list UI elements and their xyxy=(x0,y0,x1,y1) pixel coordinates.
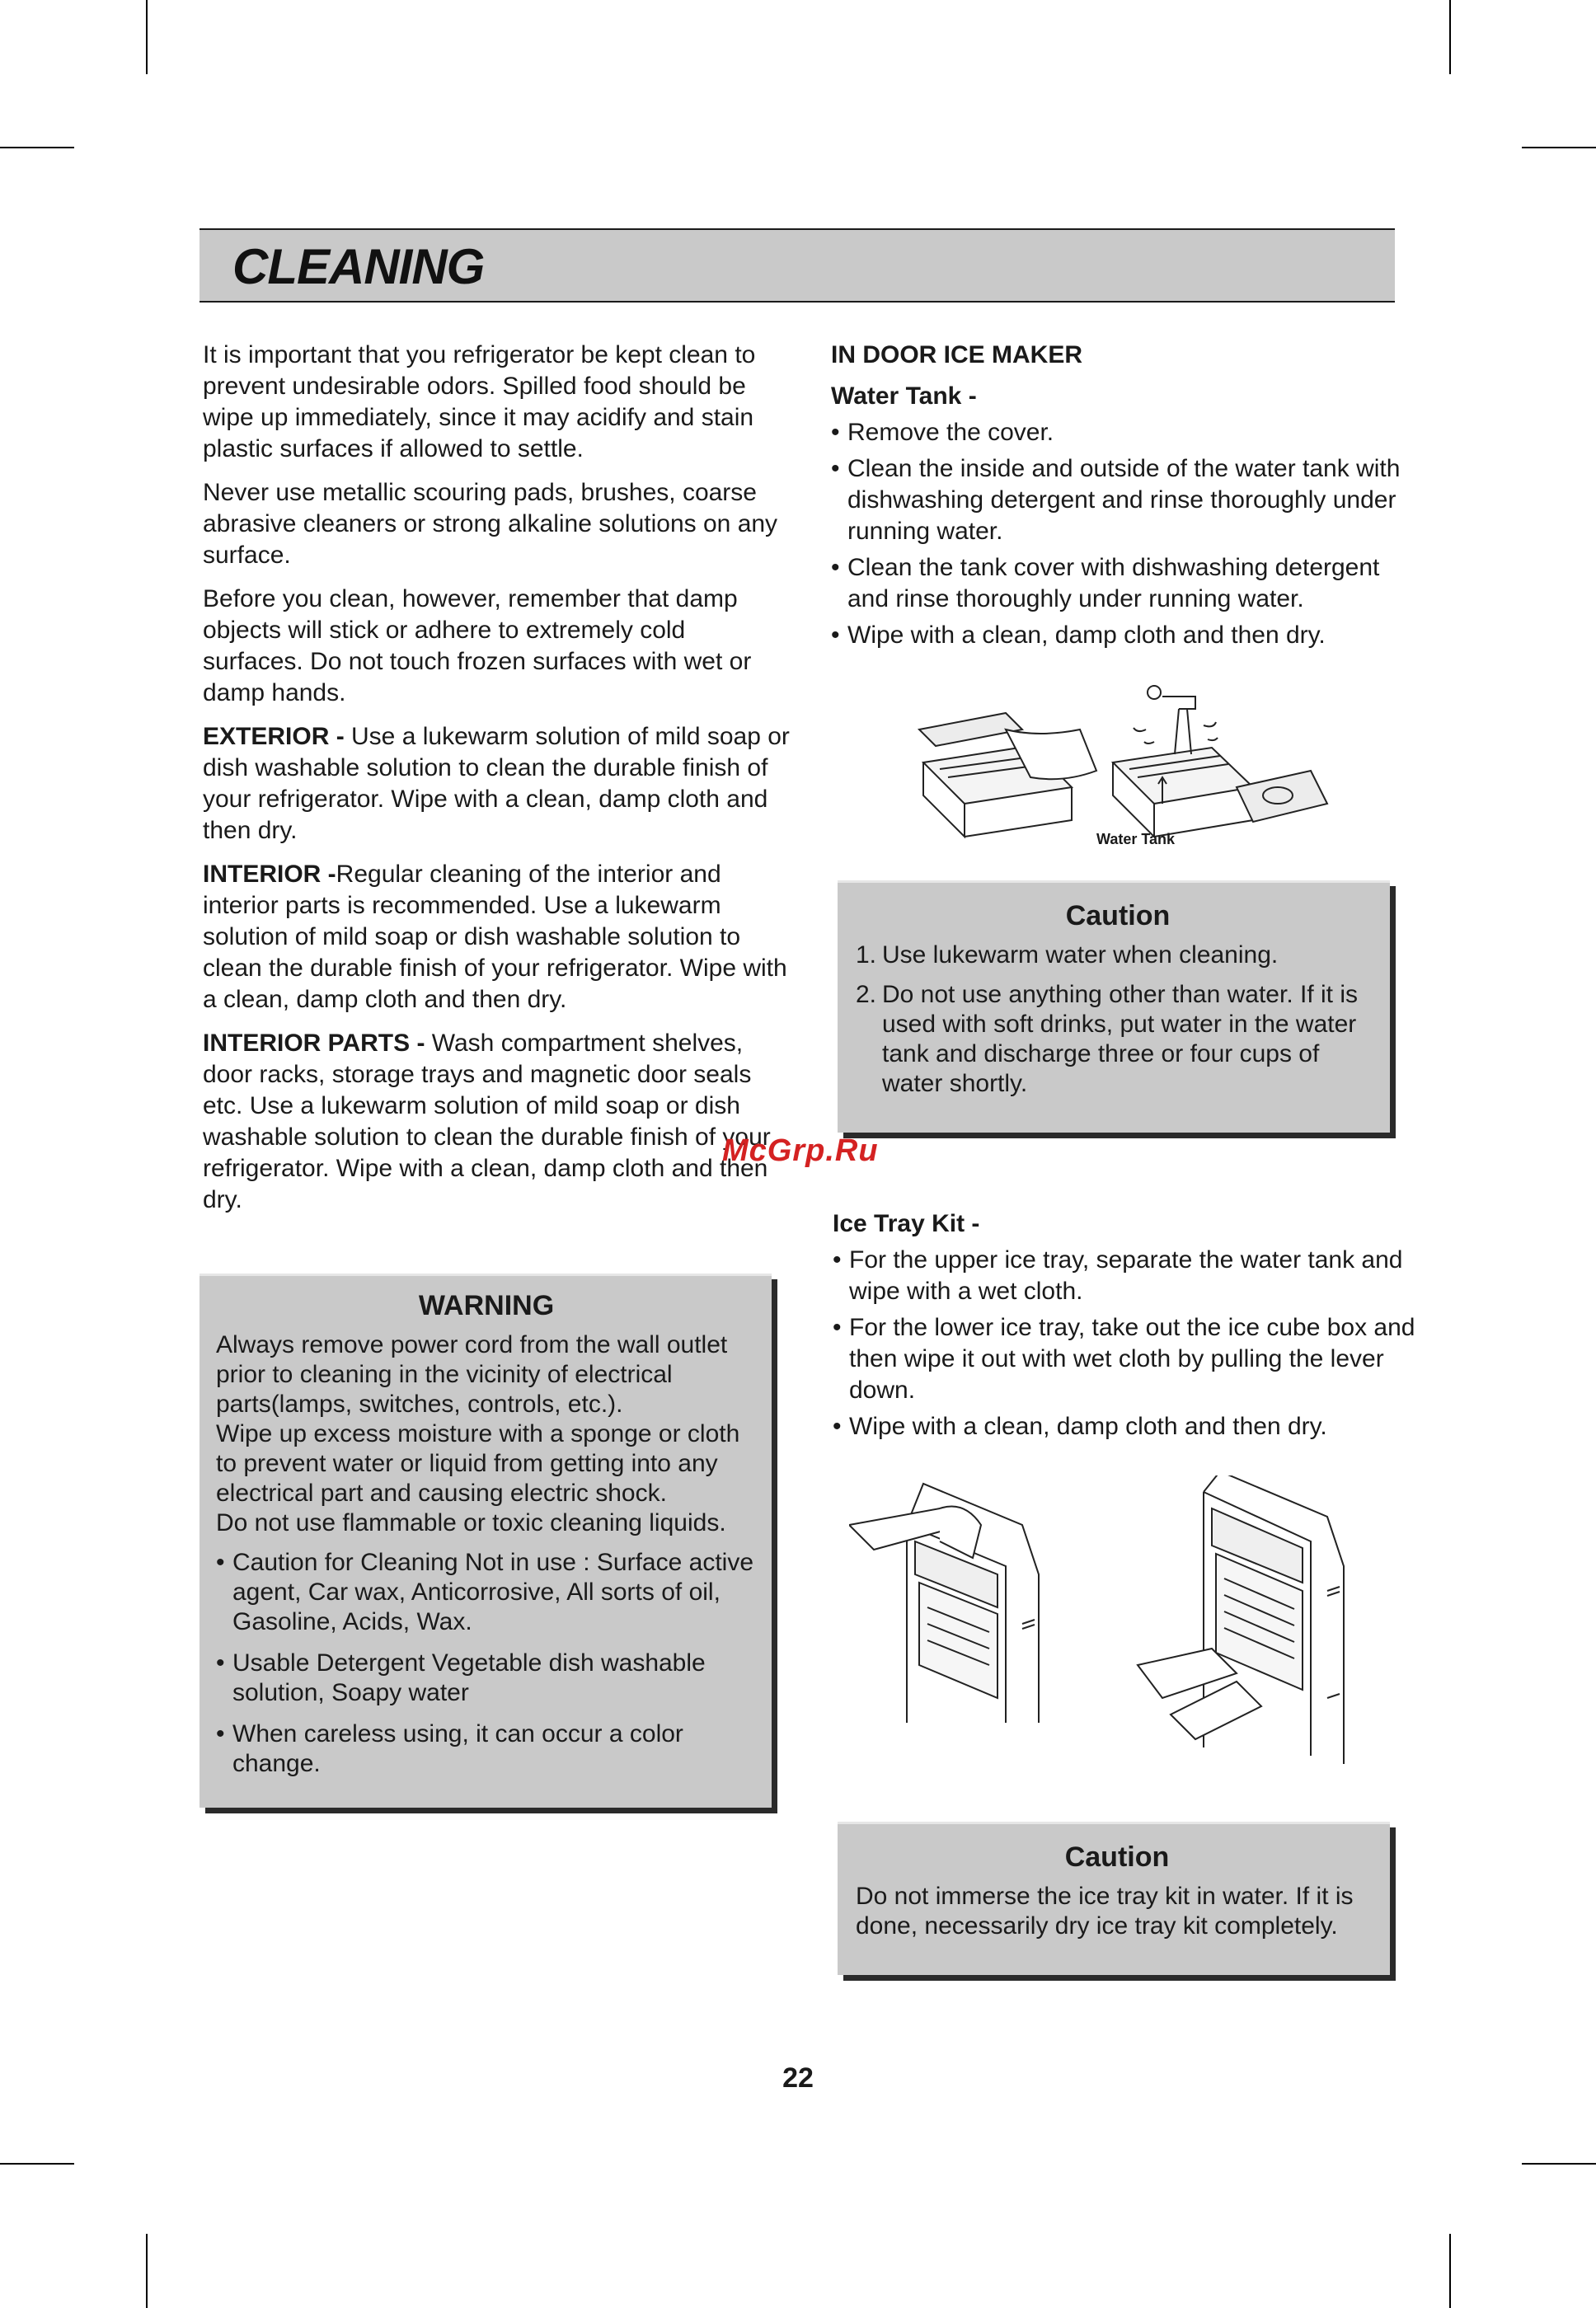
section-heading: IN DOOR ICE MAKER xyxy=(831,341,1083,368)
caution-item-text: Use lukewarm water when cleaning. xyxy=(882,941,1279,969)
interior-parts-label: INTERIOR PARTS - xyxy=(203,1030,432,1057)
ice-tray-heading: Ice Tray Kit - xyxy=(833,1210,980,1237)
water-tank-label: Water Tank xyxy=(1096,831,1176,847)
warning-bullet: • When careless using, it can occur a color change. xyxy=(216,1719,757,1779)
exterior-label: EXTERIOR - xyxy=(203,723,352,750)
intro-paragraph: Never use metallic scouring pads, brushes, coarse abrasive cleaners or strong alkaline solutions on any surface. xyxy=(203,479,778,569)
interior-label: INTERIOR - xyxy=(203,861,336,888)
interior-parts-paragraph xyxy=(203,1028,790,1216)
ice-tray-section xyxy=(833,1208,1418,1447)
warning-bullet: • Caution for Cleaning Not in use : Surface active agent, Car wax, Anticorrosive, All sorts of oil, Gasoline, Acids, Wax. xyxy=(216,1548,757,1637)
ice-tray-bullet: • For the upper ice tray, separate the water tank and wipe with a wet cloth. xyxy=(833,1245,1418,1307)
caution-item-text: Do not use anything other than water. If it is used with soft drinks, put water in the water tank and discharge three or four cups of water shortly. xyxy=(882,981,1359,1097)
water-tank-bullet: • Clean the inside and outside of the water tank with dishwashing detergent and rinse thoroughly under running water. xyxy=(831,453,1408,547)
exterior-text: Use a lukewarm solution of mild soap or dish washable solution to clean the durable finish of your refrigerator. Wipe with a clean, damp cloth and then dry. xyxy=(203,723,790,844)
crop-mark xyxy=(1522,147,1596,148)
ice-tray-illustration xyxy=(849,1475,1410,1780)
interior-paragraph xyxy=(203,859,790,1016)
crop-mark xyxy=(1449,0,1451,74)
exterior-paragraph xyxy=(203,721,790,847)
warning-line: Wipe up excess moisture with a sponge or cloth to prevent water or liquid from getting into any electrical part and causing electric shock. xyxy=(216,1420,740,1507)
left-column xyxy=(203,340,790,1228)
warning-bullet: • Usable Detergent Vegetable dish washable solution, Soapy water xyxy=(216,1649,757,1708)
warning-title: WARNING xyxy=(418,1290,555,1321)
water-tank-illustration xyxy=(907,680,1335,853)
watermark: McGrp.Ru xyxy=(722,1133,879,1168)
caution-box xyxy=(838,880,1390,1133)
intro-paragraph: Before you clean, however, remember that damp objects will stick or adhere to extremely cold surfaces. Do not touch frozen surfaces with wet or damp hands. xyxy=(203,585,752,706)
warning-box xyxy=(200,1274,772,1808)
caution-box xyxy=(838,1822,1390,1975)
ice-tray-bullet: • For the lower ice tray, take out the ice cube box and then wipe it out with wet cloth by pulling the lever down. xyxy=(833,1312,1418,1406)
caution-item-number: 1. xyxy=(856,941,877,969)
crop-mark xyxy=(146,2234,148,2308)
caution-item xyxy=(856,980,1380,1099)
crop-mark xyxy=(146,0,148,74)
caution-item-number: 2. xyxy=(856,981,877,1008)
water-tank-bullet: • Clean the tank cover with dishwashing detergent and rinse thoroughly under running water. xyxy=(831,552,1408,615)
caution-title: Caution xyxy=(1065,900,1171,931)
caution-item xyxy=(856,941,1380,970)
caution-text: Do not immerse the ice tray kit in water. If it is done, necessarily dry ice tray kit completely. xyxy=(856,1883,1354,1940)
interior-text: Regular cleaning of the interior and interior parts is recommended. Use a lukewarm solution of mild soap or dish washable solution to clean the durable finish of your refrigerator. Wipe with a clean, damp cloth and then dry. xyxy=(203,861,787,1013)
page-number: 22 xyxy=(782,2062,814,2094)
water-tank-bullet: • Wipe with a clean, damp cloth and then dry. xyxy=(831,620,1408,651)
ice-tray-bullet: • Wipe with a clean, damp cloth and then dry. xyxy=(833,1411,1418,1442)
warning-line: Do not use flammable or toxic cleaning liquids. xyxy=(216,1509,726,1536)
title-bar xyxy=(200,228,1395,303)
water-tank-bullet: • Remove the cover. xyxy=(831,417,1408,448)
crop-mark xyxy=(0,2163,74,2165)
interior-parts-text: Wash compartment shelves, door racks, storage trays and magnetic door seals etc. Use a lukewarm solution of mild soap or dish washable solution to clean the durable finish of your refrigerator. Wipe with a clean, damp cloth and then dry. xyxy=(203,1030,771,1213)
intro-paragraph: It is important that you refrigerator be kept clean to prevent undesirable odors. Spilled food should be wipe up immediately, since it may acidify and stain plastic surfaces if allowed to settle. xyxy=(203,341,756,462)
right-column xyxy=(831,340,1408,656)
warning-line: Always remove power cord from the wall outlet prior to cleaning in the vicinity of electrical parts(lamps, switches, controls, etc.). xyxy=(216,1331,728,1418)
water-tank-heading: Water Tank - xyxy=(831,382,977,410)
caution-title: Caution xyxy=(1064,1841,1170,1873)
crop-mark xyxy=(1522,2163,1596,2165)
crop-mark xyxy=(1449,2234,1451,2308)
page-title: CLEANING xyxy=(232,239,485,294)
crop-mark xyxy=(0,147,74,148)
